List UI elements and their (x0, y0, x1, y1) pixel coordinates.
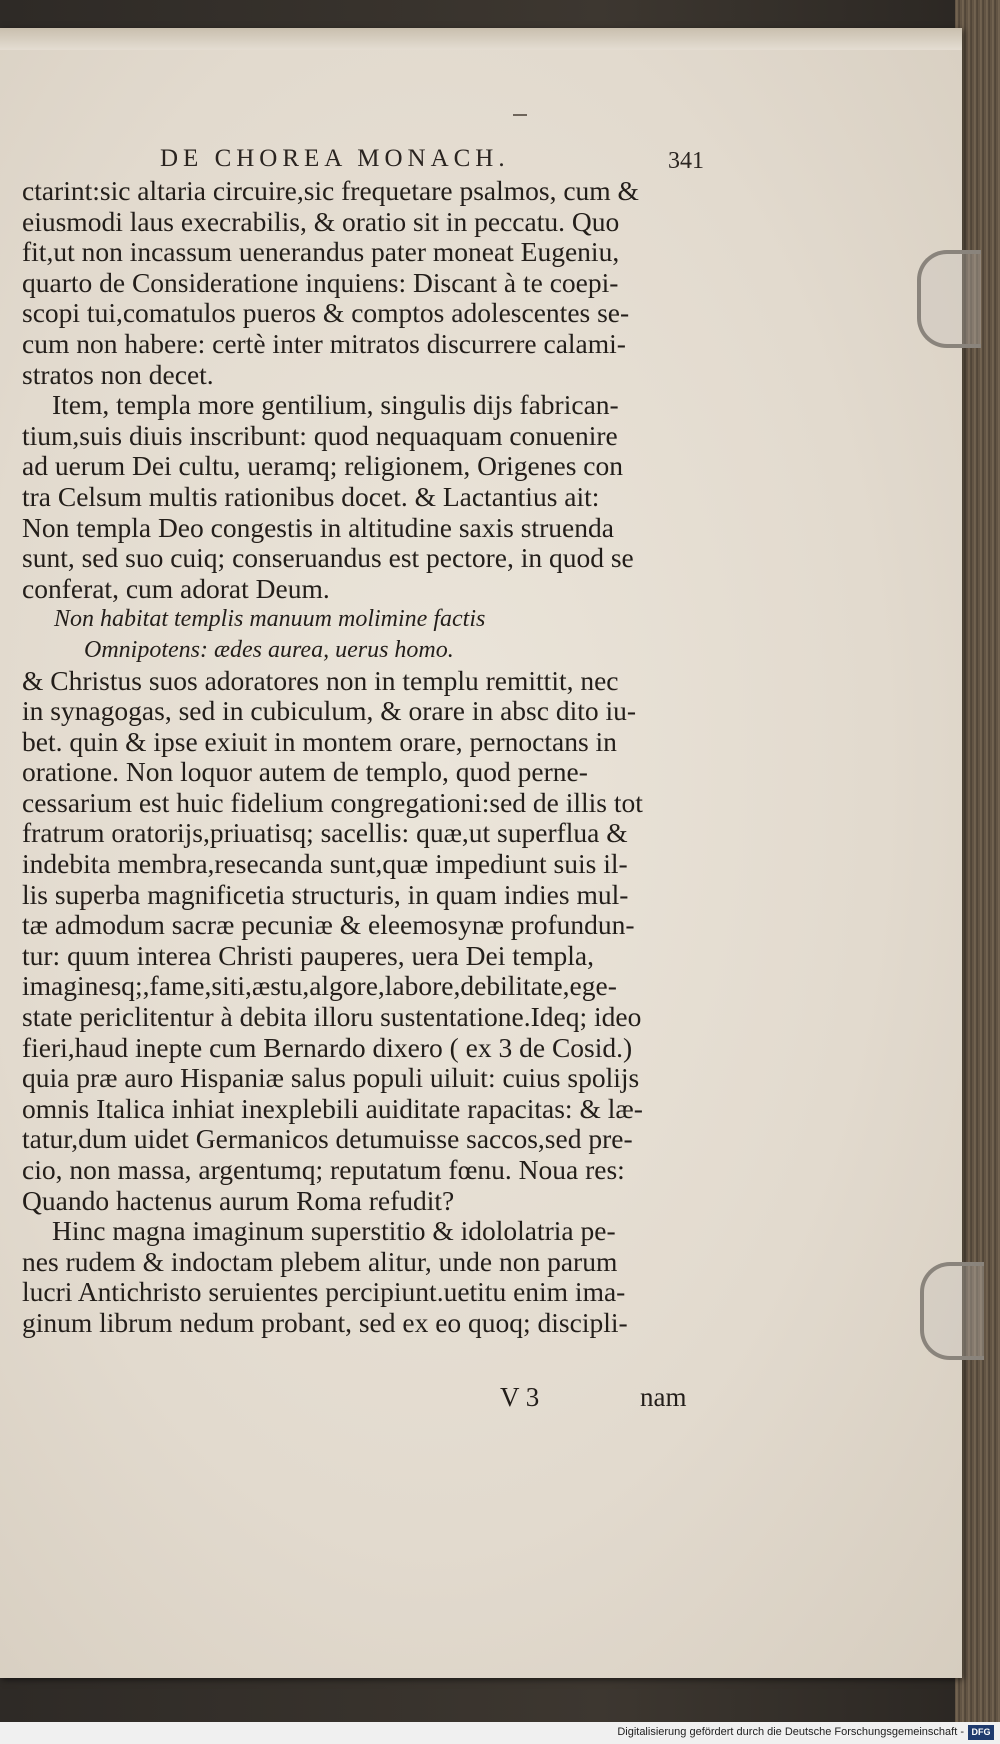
text-line: tra Celsum multis rationibus docet. & Lactantius ait: (22, 480, 600, 512)
text-line: ginum librum nedum probant, sed ex eo quoq; discipli- (22, 1306, 628, 1338)
text-line: lis superba magnificetia structuris, in quam indies mul- (22, 878, 629, 910)
text-line: indebita membra,resecanda sunt,quæ impediunt suis il- (22, 848, 628, 880)
text-line: scopi tui,comatulos pueros & comptos adolescentes se- (22, 297, 630, 329)
text-line: lucri Antichristo seruientes percipiunt.uetitu enim ima- (22, 1276, 626, 1308)
text-line: fieri,haud inepte cum Bernardo dixero ( ex 3 de Cosid.) (22, 1031, 633, 1063)
page-clip-top (917, 250, 981, 348)
page-number: 341 (668, 148, 704, 174)
text-line: tæ admodum sacræ pecuniæ & eleemosynæ profundun- (22, 909, 635, 941)
text-line: fit,ut non incassum uenerandus pater moneat Eugeniu, (22, 236, 620, 268)
running-header: DE CHOREA MONACH. (160, 145, 510, 172)
digitization-credit: Digitalisierung gefördert durch die Deutsche Forschungsgemeinschaft - (617, 1726, 964, 1738)
text-line: Item, templa more gentilium, singulis dijs fabrican- (52, 389, 619, 421)
text-line: fratrum oratorijs,priuatisq; sacellis: quæ,ut superflua & (22, 817, 628, 849)
catchword: nam (640, 1382, 687, 1412)
text-line: & Christus suos adoratores non in templu remittit, nec (22, 664, 619, 696)
text-line: omnis Italica inhiat inexplebili auiditate rapacitas: & læ- (22, 1092, 643, 1124)
text-line: bet. quin & ipse exiuit in montem orare, pernoctans in (22, 725, 617, 757)
text-line: Quando hactenus aurum Roma refudit? (22, 1184, 455, 1216)
text-line: conferat, cum adorat Deum. (22, 572, 330, 604)
text-line: cio, non massa, argentumq; reputatum fœnu. Noua res: (22, 1154, 625, 1185)
text-line: cum non habere: certè inter mitratos discurrere calami- (22, 327, 626, 359)
page-top-shadow (0, 28, 962, 50)
text-line: quarto de Consideratione inquiens: Discant à te coepi- (22, 266, 619, 298)
text-line: in synagogas, sed in cubiculum, & orare in absc dito iu- (22, 695, 637, 727)
body-text (22, 176, 712, 1339)
ink-mark (513, 114, 527, 116)
text-line: cessarium est huic fidelium congregationi:sed de illis tot (22, 786, 643, 818)
text-line: stratos non decet. (22, 358, 214, 390)
digitization-footer (0, 1722, 1000, 1744)
text-line: tium,suis diuis inscribunt: quod nequaquam conuenire (22, 419, 618, 451)
text-line: Omnipotens: ædes aurea, uerus homo. (84, 636, 454, 663)
text-line: nes rudem & indoctam plebem alitur, unde non parum (22, 1245, 618, 1277)
text-line: sunt, sed suo cuiq; conseruandus est pectore, in quod se (22, 542, 634, 574)
text-line: Non habitat templis manuum molimine factis (54, 606, 486, 633)
text-line: imaginesq;,fame,siti,æstu,algore,labore,debilitate,ege- (22, 970, 617, 1002)
page-clip-bottom (920, 1262, 984, 1360)
text-line: Hinc magna imaginum superstitio & idololatria pe- (52, 1215, 616, 1247)
signature-mark: V 3 (500, 1382, 540, 1412)
text-line: eiusmodi laus execrabilis, & oratio sit in peccatu. Quo (22, 205, 620, 237)
text-line: ctarint:sic altaria circuire,sic frequetare psalmos, cum & (22, 175, 639, 206)
text-line: quia præ auro Hispaniæ salus populi uiluit: cuius spolijs (22, 1062, 640, 1094)
dfg-logo: DFG (968, 1725, 994, 1740)
text-line: tatur,dum uidet Germanicos detumuisse saccos,sed pre- (22, 1123, 633, 1155)
text-line: Non templa Deo congestis in altitudine saxis struenda (22, 511, 614, 543)
text-line: state periclitentur à debita illoru sustentatione.Ideq; ideo (22, 1001, 642, 1033)
text-line: tur: quum interea Christi pauperes, uera Dei templa, (22, 939, 594, 971)
text-line: oratione. Non loquor autem de templo, quod perne- (22, 756, 588, 788)
page-footer-marks (0, 1382, 962, 1412)
text-line: ad uerum Dei cultu, ueramq; religionem, Origenes con (22, 450, 623, 482)
